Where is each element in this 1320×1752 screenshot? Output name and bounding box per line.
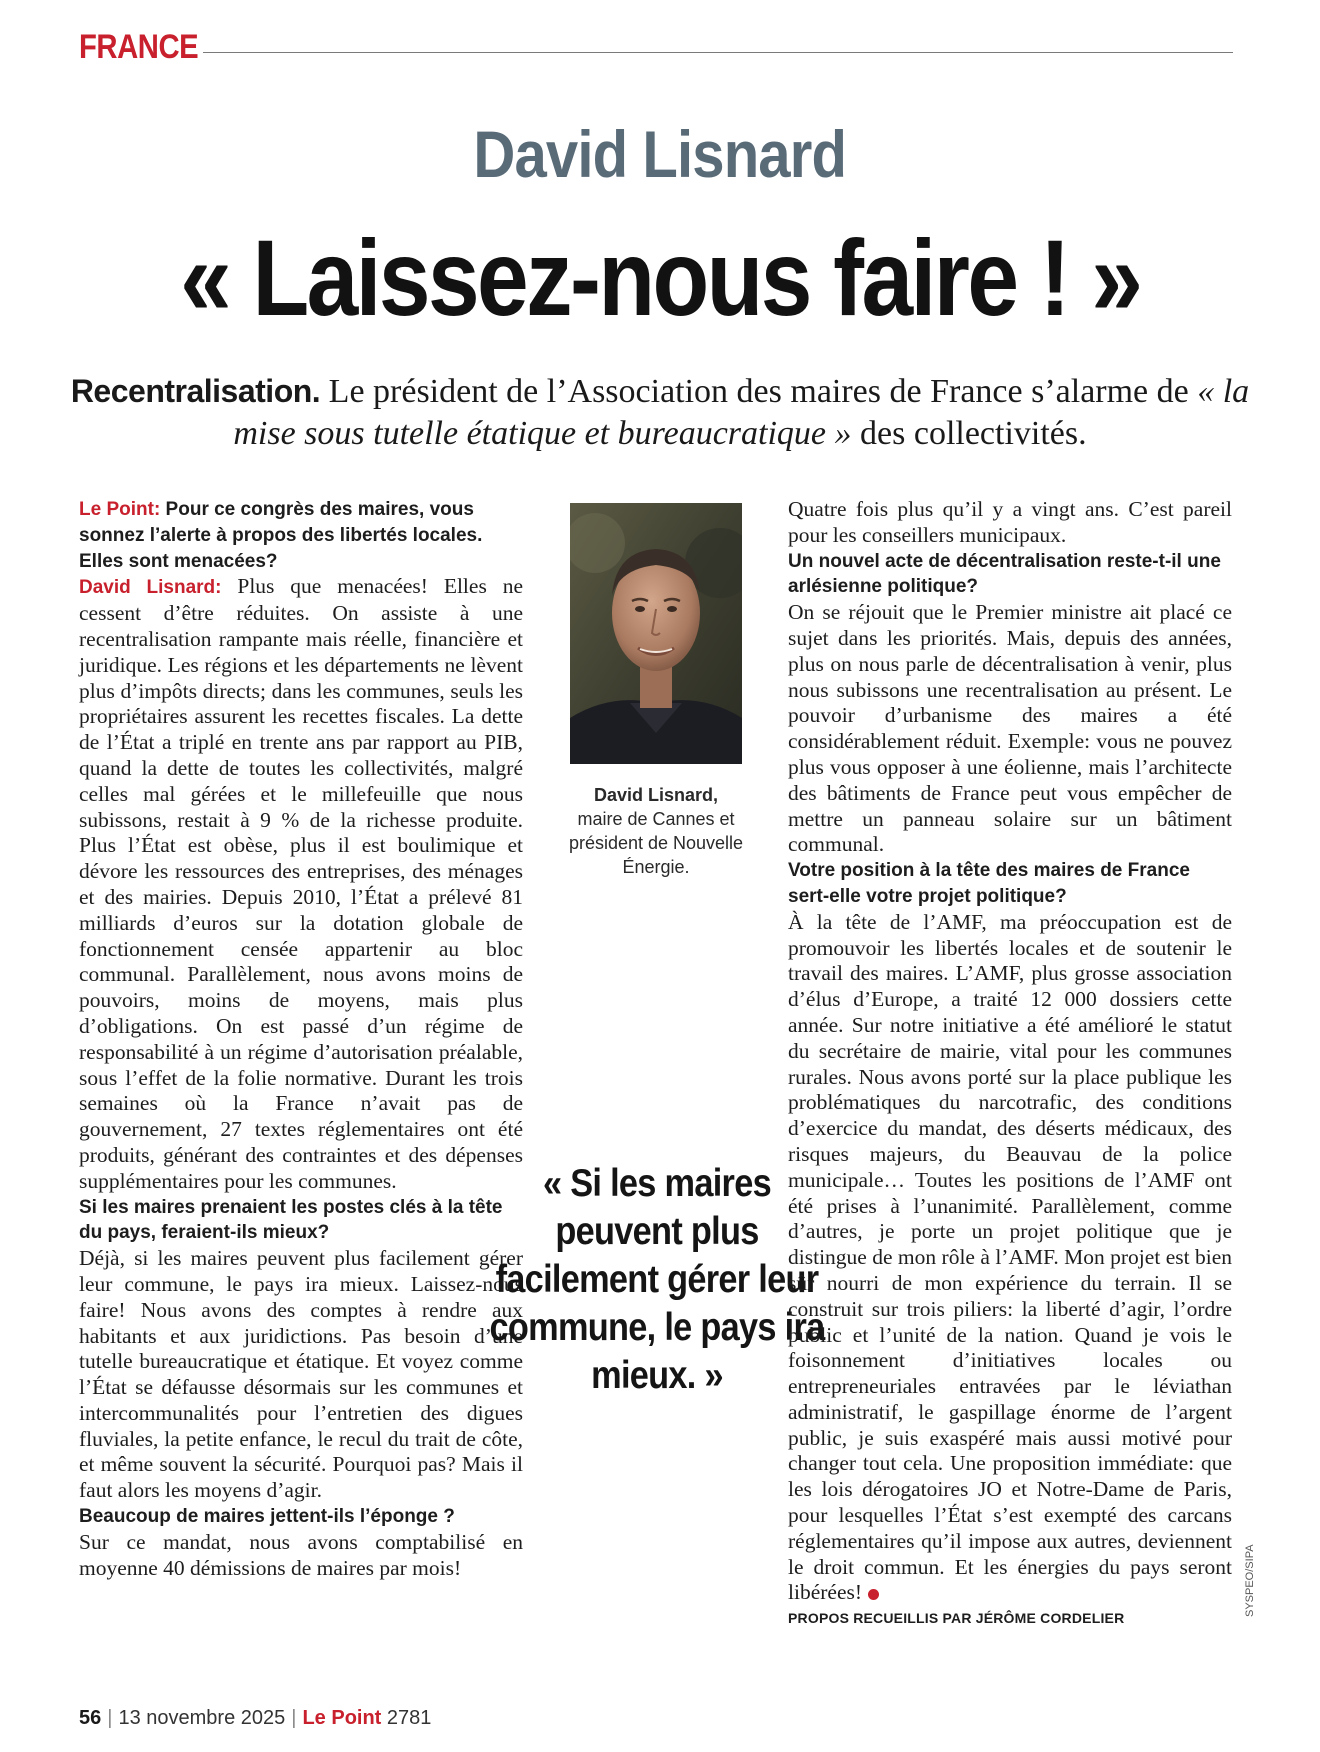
- interviewee-label: David Lisnard:: [79, 577, 222, 599]
- question-3: Beaucoup de maires jettent-ils l’éponge ?: [79, 1506, 455, 1528]
- portrait-photo: [570, 503, 742, 764]
- question-4: Un nouvel acte de décentralisation reste-t-il une arlésienne politique?: [788, 550, 1221, 598]
- answer-3-continued: Quatre fois plus qu’il y a vingt ans. C’est pareil pour les conseillers municipaux.: [788, 497, 1232, 547]
- answer-2: Déjà, si les maires peuvent plus facilement gérer leur commune, le pays ira mieux. Laissez-nous faire! Nous avons des comptes à rendre aux habitants et aux juridictions. Pas besoin d’une tutelle bureaucratique et étatique. Et voyez comme l’État se défausse désormais sur les communes et intercommunalités pour l’entretien des digues fluviales, la petite enfance, le recul du trait de côte, et même souvent la sécurité. Pourquoi pas? Mais il faut alors les moyens d’agir.: [79, 1246, 523, 1503]
- headline: « Laissez-nous faire ! »: [179, 217, 1141, 338]
- photo-caption: [560, 783, 752, 879]
- caption-name: David Lisnard,: [593, 785, 719, 805]
- section-tag: FRANCE: [79, 28, 199, 66]
- question-2: Si les maires prenaient les postes clés à la tête du pays, feraient-ils mieux?: [79, 1196, 503, 1244]
- question-5: Votre position à la tête des maires de France sert-elle votre projet politique?: [788, 860, 1190, 907]
- standfirst-text-end: des collectivités.: [851, 415, 1087, 452]
- question-1: Le Point: Pour ce congrès des maires, vous sonnez l’alerte à propos des libertés locales. Elles sont menacées?: [79, 499, 483, 572]
- photo-credit: SYSPEO/SIPA: [1244, 1544, 1256, 1617]
- portrait-illustration: [570, 503, 742, 764]
- answer-4: On se réjouit que le Premier ministre ait placé ce sujet dans les priorités. Mais, depuis des années, plus on nous parle de décentralisation à venir, plus nous subissons une recentralisation au présent. Le pouvoir d’urbanisme des maires a été considérablement réduit. Exemple: vous ne pouvez plus vous opposer à une éolienne, mais l’architecte des bâtiments de France peut vous empêcher de mettre un panneau solaire sur un bâtiment communal.: [788, 600, 1232, 857]
- interviewee-name: David Lisnard: [473, 117, 847, 191]
- standfirst-lead: Recentralisation.: [70, 373, 321, 409]
- standfirst-quote: « la mise sous tutelle étatique et bureaucratique »: [233, 373, 1250, 452]
- byline: PROPOS RECUEILLIS PAR JÉRÔME CORDELIER: [788, 1610, 1125, 1627]
- caption-text: maire de Cannes et président de Nouvelle Énergie.: [568, 809, 744, 877]
- standfirst: [60, 370, 1260, 455]
- page-footer: 56 | 13 novembre 2025 | Le Point 2781: [79, 1707, 432, 1729]
- issue-date: 13 novembre 2025: [118, 1707, 286, 1729]
- page-number: 56: [79, 1707, 102, 1729]
- section-rule: [203, 52, 1233, 53]
- answer-1: David Lisnard: Plus que menacées! Elles ne cessent d’être réduites. On assiste à une recentralisation rampante mais réelle, financière et juridique. Les régions et les départements ne lèvent plus d’impôts directs; dans les communes, seuls les propriétaires assurent les recettes fiscales. La dette de l’État a triplé en trente ans par rapport au PIB, quand la dette de toutes les collectivités, malgré celles mal gérées et le millefeuille que nous subissons, restait à 9 % de la richesse produite. Plus l’État est obèse, plus il est boulimique et dévore les ressources des entreprises, des ménages et des mairies. Depuis 2010, l’État a prélevé 81 milliards d’euros sur la dotation globale de fonctionnement censée appartenir au bloc communal. Parallèlement, nous avons moins de pouvoirs, moins de moyens, mais plus d’obligations. On est passé d’un régime de responsabilité à un régime d’autorisation préalable, sous l’effet de la folie normative. Durant les trois semaines où la France n’avait pas de gouvernement, 27 textes réglementaires ont été produits, générant des contraintes et des dépenses supplémentaires pour les communes.: [79, 574, 523, 1193]
- magazine-brand: Le Point: [302, 1707, 382, 1729]
- answer-5: À la tête de l’AMF, ma préoccupation est de promouvoir les libertés locales et de soutenir le travail des maires. L’AMF, plus grosse association d’élus d’Europe, a traité 12 000 dossiers cette année. Sur notre initiative a été amélioré le statut du secrétaire de mairie, vital pour les communes rurales. Nous avons porté sur la place publique les problématiques du narcotrafic, des conditions d’exercice du mandat, des déserts médicaux, des risques majeurs, du Beauvau de la police municipale… Toutes les positions de l’AMF ont été prises à l’unanimité. Parallèlement, comme d’autres, je porte un projet politique que je distingue de mon rôle à l’AMF. Mon projet est bien sûr nourri de mon expérience du terrain. Il se construit sur trois piliers: la liberté d’agir, l’ordre public et l’unité de la nation. Quand je vois le foisonnement d’initiatives locales ou entrepreneuriales entravées par le léviathan administratif, le gaspillage énorme de l’argent public, je suis exaspéré mais aussi motivé pour changer tout cela. Une proposition immédiate: que les lois dérogatoires JO et Notre-Dame de Paris, pour lesquelles l’État s’est exempté des carcans réglementaires qu’il impose aux autres, deviennent le droit commun. Et les énergies du pays seront libérées!: [788, 909, 1232, 1605]
- answer-3: Sur ce mandat, nous avons comptabilisé en moyenne 40 démissions de maires par mois!: [79, 1529, 523, 1580]
- interviewer-label: Le Point:: [79, 499, 161, 520]
- article-column-1: [79, 497, 523, 1581]
- pull-quote: « Si les maires peuvent plus facilement gérer leur commune, le pays ira mieux. »: [489, 1162, 825, 1397]
- standfirst-text: Le président de l’Association des maires de France s’alarme de: [320, 373, 1198, 410]
- end-mark-icon: [868, 1589, 879, 1600]
- article-column-3: [788, 497, 1232, 1632]
- issue-number: 2781: [386, 1707, 432, 1729]
